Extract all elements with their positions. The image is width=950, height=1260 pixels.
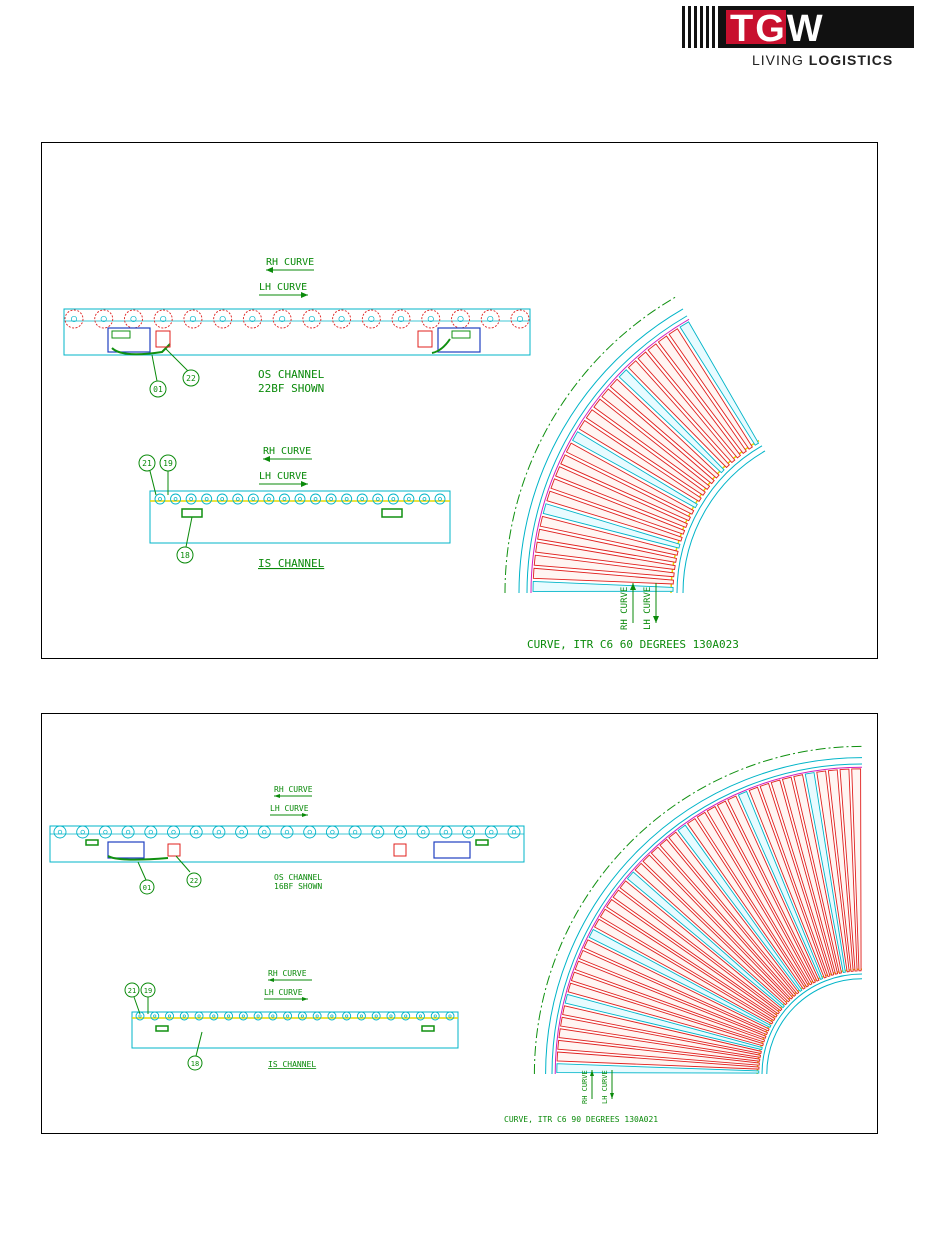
roller-axle — [205, 498, 208, 501]
roller-end — [328, 1012, 336, 1020]
roller-end — [284, 1012, 292, 1020]
roller-axle — [159, 498, 162, 501]
callout-01: 01 — [142, 884, 152, 892]
drawing-panel-60-degrees — [41, 142, 878, 659]
callout-21: 21 — [142, 459, 152, 468]
roller-end — [65, 310, 83, 328]
roller-axle — [308, 830, 312, 834]
callout-18: 18 — [180, 551, 190, 560]
os-lh-curve-label: LH CURVE — [259, 282, 308, 293]
roller-end — [452, 310, 470, 328]
roller-axle — [421, 830, 425, 834]
os-channel-label: OS CHANNEL — [258, 368, 325, 381]
roller-axle — [467, 830, 471, 834]
roller-end — [166, 1012, 174, 1020]
roller-end — [279, 494, 289, 504]
roller-axle — [198, 1015, 200, 1017]
roller-axle — [221, 498, 224, 501]
roller-end — [326, 826, 338, 838]
roller-end — [248, 494, 258, 504]
curve-rh-label: RH CURVE — [620, 586, 630, 630]
roller-axle — [299, 498, 302, 501]
roller-axle — [126, 830, 130, 834]
roller-axle — [345, 1015, 347, 1017]
roller-axle — [183, 1015, 185, 1017]
roller-end — [239, 1012, 247, 1020]
roller-axle — [285, 830, 289, 834]
roller-axle — [316, 1015, 318, 1017]
roller-end — [485, 826, 497, 838]
roller-end — [258, 826, 270, 838]
roller-axle — [194, 830, 198, 834]
roller-axle — [423, 498, 426, 501]
roller-axle — [375, 1015, 377, 1017]
roller-end — [511, 310, 529, 328]
roller-axle — [449, 1015, 451, 1017]
roller-axle — [213, 1015, 215, 1017]
roller-axle — [154, 1015, 156, 1017]
roller-end — [343, 1012, 351, 1020]
roller-axle — [283, 498, 286, 501]
callout-22: 22 — [186, 374, 196, 383]
roller-end — [124, 310, 142, 328]
roller-end — [217, 494, 227, 504]
roller-axle — [399, 830, 403, 834]
roller-end — [269, 1012, 277, 1020]
roller-end — [214, 310, 232, 328]
callout-22: 22 — [189, 877, 199, 885]
roller-end — [463, 826, 475, 838]
roller-end — [243, 310, 261, 328]
roller-axle — [149, 830, 153, 834]
roller-end — [349, 826, 361, 838]
curve-plan-view-90 — [534, 746, 862, 1074]
callout-21: 21 — [127, 987, 137, 995]
is-lh-curve-label: LH CURVE — [259, 471, 308, 482]
roller-axle — [58, 830, 62, 834]
roller-end — [440, 826, 452, 838]
roller-end — [395, 826, 407, 838]
roller-end — [333, 310, 351, 328]
roller-end — [362, 310, 380, 328]
roller-end — [95, 310, 113, 328]
curve-plan-view-60 — [505, 297, 765, 593]
roller-end — [264, 494, 274, 504]
roller-axle — [444, 830, 448, 834]
roller-end — [431, 1012, 439, 1020]
curve-lh-label: LH CURVE — [643, 586, 653, 630]
roller-axle — [236, 498, 239, 501]
roller-axle — [263, 830, 267, 834]
tagline-bold: LOGISTICS — [808, 52, 894, 68]
roller-end — [392, 310, 410, 328]
roller-axle — [172, 830, 176, 834]
roller-axle — [405, 1015, 407, 1017]
roller-axle — [392, 498, 395, 501]
roller-axle — [257, 1015, 259, 1017]
roller-axle — [490, 830, 494, 834]
os-shown-note: 22BF SHOWN — [258, 382, 325, 395]
roller-end — [233, 494, 243, 504]
roller-end — [303, 310, 321, 328]
curve-arc — [683, 451, 765, 593]
roller-axle — [331, 830, 335, 834]
roller-end — [342, 494, 352, 504]
roller-end — [446, 1012, 454, 1020]
roller-axle — [345, 498, 348, 501]
roller-end — [404, 494, 414, 504]
is-channel-label: IS CHANNEL — [258, 557, 325, 570]
roller-axle — [286, 1015, 288, 1017]
roller-end — [180, 1012, 188, 1020]
drawing-title-60: CURVE, ITR C6 60 DEGREES 130A023 — [527, 638, 739, 651]
roller-end — [419, 494, 429, 504]
roller-end — [298, 1012, 306, 1020]
roller-end — [387, 1012, 395, 1020]
roller-end — [481, 310, 499, 328]
roller-axle — [168, 1015, 170, 1017]
os-channel-drawing — [50, 826, 524, 862]
roller-end — [254, 1012, 262, 1020]
roller-axle — [512, 830, 516, 834]
roller-end — [122, 826, 134, 838]
roller-axle — [407, 498, 410, 501]
roller-axle — [419, 1015, 421, 1017]
roller-axle — [217, 830, 221, 834]
roller-axle — [376, 830, 380, 834]
roller-end — [186, 494, 196, 504]
roller-end — [304, 826, 316, 838]
is-channel-label: IS CHANNEL — [268, 1060, 317, 1069]
roller-end — [311, 494, 321, 504]
os-rh-curve-label: RH CURVE — [266, 257, 315, 268]
roller-axle — [174, 498, 177, 501]
roller-end — [416, 1012, 424, 1020]
callout-18: 18 — [190, 1060, 200, 1068]
drawing-title-90: CURVE, ITR C6 90 DEGREES 130A021 — [504, 1115, 659, 1124]
roller-axle — [81, 830, 85, 834]
roller-axle — [139, 1015, 141, 1017]
roller-end — [195, 1012, 203, 1020]
roller-end — [326, 494, 336, 504]
is-rh-curve-label: RH CURVE — [263, 446, 312, 457]
roller-end — [145, 826, 157, 838]
roller-axle — [376, 498, 379, 501]
roller-axle — [272, 1015, 274, 1017]
roller-axle — [252, 498, 255, 501]
roller-end — [372, 1012, 380, 1020]
roller-end — [171, 494, 181, 504]
roller-axle — [434, 1015, 436, 1017]
roller-end — [151, 1012, 159, 1020]
is-channel-drawing — [150, 491, 450, 543]
roller-end — [77, 826, 89, 838]
roller-end — [357, 1012, 365, 1020]
roller-end — [210, 1012, 218, 1020]
roller-axle — [331, 1015, 333, 1017]
brand-tagline — [752, 52, 893, 68]
roller-axle — [330, 498, 333, 501]
roller-end — [168, 826, 180, 838]
roller-end — [213, 826, 225, 838]
roller-end — [422, 310, 440, 328]
roller-end — [225, 1012, 233, 1020]
roller-end — [273, 310, 291, 328]
os-channel-drawing — [64, 309, 530, 355]
curve-lh-label: LH CURVE — [601, 1070, 609, 1104]
roller-end — [388, 494, 398, 504]
curve-rh-label: RH CURVE — [581, 1070, 589, 1104]
callout-01: 01 — [153, 385, 163, 394]
roller-axle — [360, 1015, 362, 1017]
os-rh-curve-label: RH CURVE — [274, 785, 313, 794]
drawing-panel-90-degrees — [41, 713, 878, 1134]
roller-end — [372, 826, 384, 838]
callout-19: 19 — [143, 987, 153, 995]
roller-axle — [240, 830, 244, 834]
is-lh-curve-label: LH CURVE — [264, 988, 303, 997]
roller-end — [236, 826, 248, 838]
os-lh-curve-label: LH CURVE — [270, 804, 309, 813]
roller-end — [402, 1012, 410, 1020]
roller-end — [54, 826, 66, 838]
is-rh-curve-label: RH CURVE — [268, 969, 307, 978]
roller-end — [373, 494, 383, 504]
roller-axle — [227, 1015, 229, 1017]
roller-axle — [361, 498, 364, 501]
roller-end — [184, 310, 202, 328]
roller-axle — [301, 1015, 303, 1017]
roller-end — [190, 826, 202, 838]
roller-end — [313, 1012, 321, 1020]
roller-axle — [390, 1015, 392, 1017]
roller-end — [99, 826, 111, 838]
roller-axle — [104, 830, 108, 834]
roller-axle — [190, 498, 193, 501]
tgw-logo — [682, 6, 918, 70]
roller-end — [435, 494, 445, 504]
tagline-light: LIVING — [752, 52, 809, 68]
roller-axle — [242, 1015, 244, 1017]
roller-axle — [439, 498, 442, 501]
roller-end — [508, 826, 520, 838]
roller-end — [357, 494, 367, 504]
roller-end — [202, 494, 212, 504]
os-channel-label: OS CHANNEL — [274, 873, 323, 882]
roller-end — [417, 826, 429, 838]
os-shown-note: 16BF SHOWN — [274, 882, 323, 891]
is-channel-drawing — [132, 1012, 458, 1048]
roller-end — [154, 310, 172, 328]
roller-axle — [353, 830, 357, 834]
roller-end — [155, 494, 165, 504]
roller-axle — [314, 498, 317, 501]
brand-wordmark: TGW — [730, 8, 825, 50]
roller-end — [281, 826, 293, 838]
callout-19: 19 — [163, 459, 173, 468]
roller-axle — [267, 498, 270, 501]
roller-end — [295, 494, 305, 504]
